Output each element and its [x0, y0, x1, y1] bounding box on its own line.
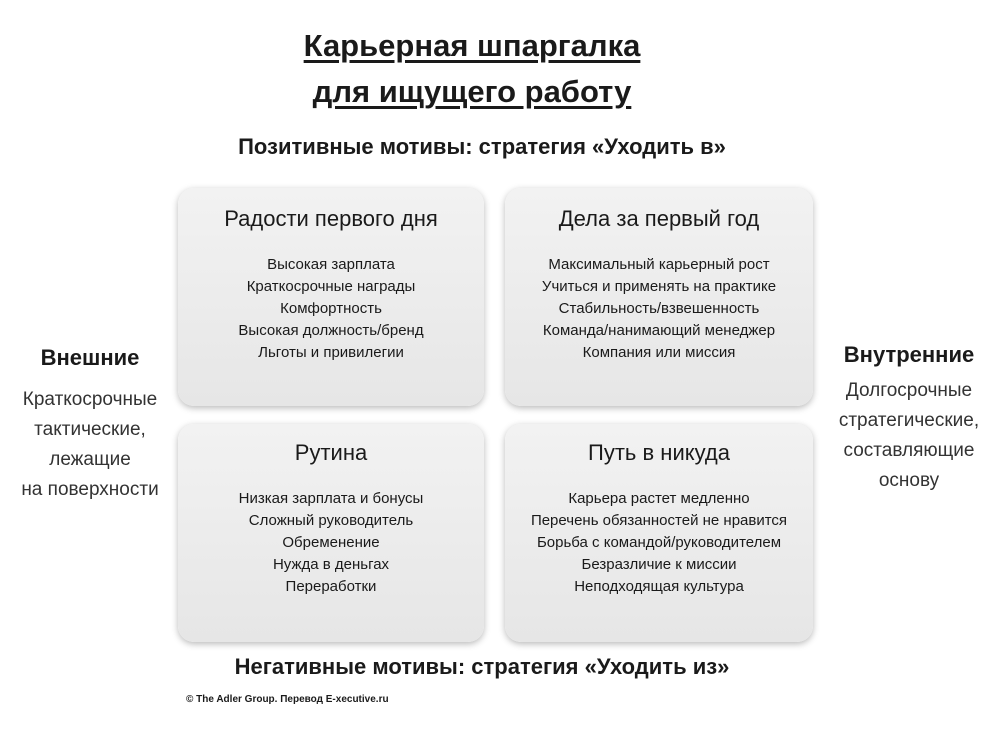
card-item: Карьера растет медленно	[568, 490, 750, 507]
negative-motives-label: Негативные мотивы: стратегия «Уходить из»	[234, 654, 730, 679]
external-line: лежащие	[49, 449, 131, 470]
card-item: Неподходящая культура	[574, 578, 744, 595]
card-first-day-joys	[178, 188, 484, 406]
card-item: Низкая зарплата и бонусы	[238, 490, 424, 507]
external-line: Краткосрочные	[22, 389, 158, 410]
card-routine	[178, 424, 484, 642]
card-item: Льготы и привилегии	[258, 344, 404, 361]
internal-line: стратегические,	[838, 410, 980, 431]
external-line: на поверхности	[21, 479, 159, 500]
card-item: Перечень обязанностей не нравится	[530, 512, 788, 529]
card-item: Обременение	[282, 534, 380, 551]
card-item-list	[178, 254, 484, 364]
positive-motives-label: Позитивные мотивы: стратегия «Уходить в»	[238, 134, 726, 159]
card-item: Борьба с командой/руководителем	[536, 534, 782, 551]
card-item: Сложный руководитель	[248, 512, 414, 529]
internal-line: Долгосрочные	[845, 380, 973, 401]
external-description	[0, 385, 180, 505]
card-title: Дела за первый год	[558, 206, 760, 231]
card-title: Рутина	[294, 440, 368, 465]
card-road-to-nowhere	[505, 424, 813, 642]
internal-description	[818, 376, 1000, 496]
card-item: Учиться и применять на практике	[541, 278, 777, 295]
card-item-list	[505, 488, 813, 598]
page-title-line-1: Карьерная шпаргалка	[303, 28, 641, 63]
internal-line: составляющие	[843, 440, 975, 461]
card-item: Максимальный карьерный рост	[548, 256, 770, 273]
card-item: Команда/нанимающий менеджер	[542, 322, 776, 339]
card-item: Нужда в деньгах	[272, 556, 390, 573]
internal-line: основу	[878, 470, 940, 491]
card-item: Стабильность/взвешенность	[558, 300, 760, 317]
card-first-year-goals	[505, 188, 813, 406]
card-title: Радости первого дня	[224, 206, 438, 231]
page-title-line-2: для ищущего работу	[312, 74, 632, 109]
external-line: тактические,	[34, 419, 146, 440]
card-item-list	[178, 488, 484, 598]
card-title: Путь в никуда	[588, 440, 730, 465]
card-item: Компания или миссия	[582, 344, 736, 361]
card-item-list	[505, 254, 813, 364]
card-item: Высокая должность/бренд	[238, 322, 424, 339]
internal-heading: Внутренние	[843, 342, 975, 367]
card-item: Высокая зарплата	[267, 256, 395, 273]
card-item: Переработки	[285, 578, 377, 595]
copyright-text: © The Adler Group. Перевод E-xecutive.ru	[186, 694, 389, 705]
card-item: Безразличие к миссии	[581, 556, 737, 573]
card-item: Краткосрочные награды	[246, 278, 416, 295]
external-heading: Внешние	[40, 345, 140, 370]
card-item: Комфортность	[280, 300, 382, 317]
